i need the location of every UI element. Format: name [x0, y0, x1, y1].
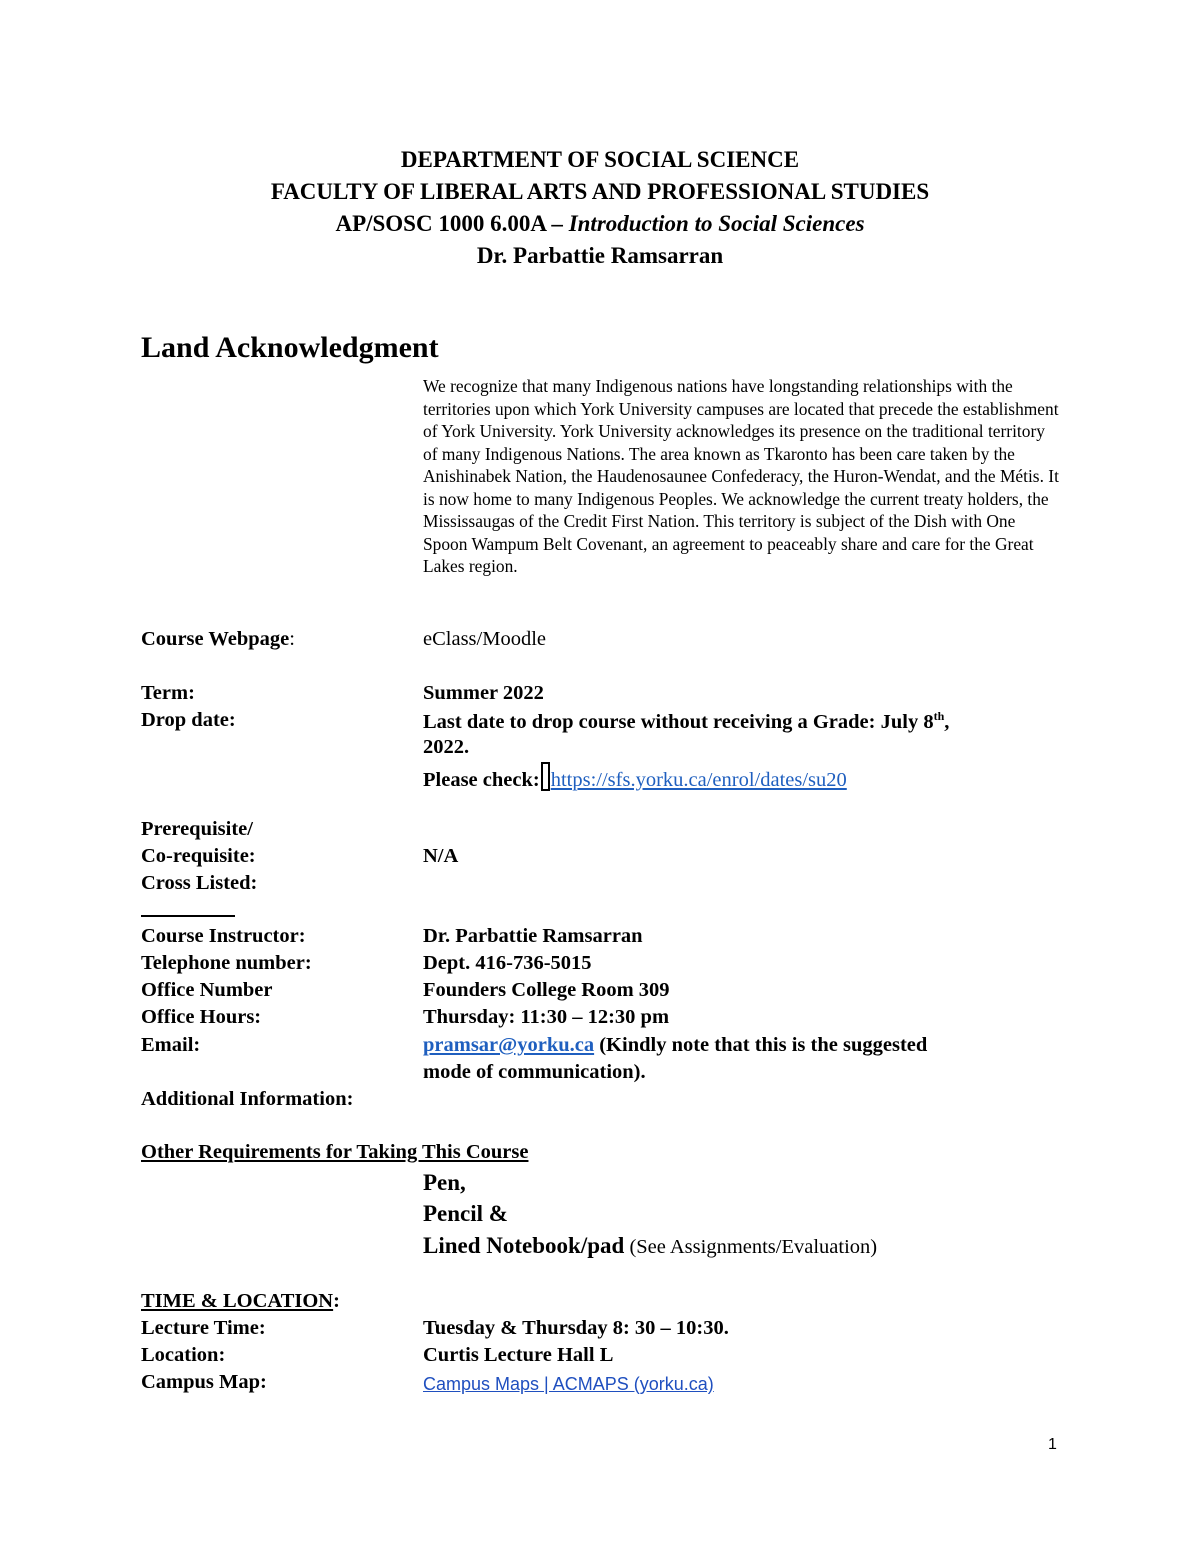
course-heading — [0, 208, 1200, 240]
requirements-heading: Other Requirements for Taking This Course — [141, 1141, 529, 1163]
cross-listed-label: Cross Listed: — [141, 872, 258, 894]
drop-date-label: Drop date: — [141, 709, 236, 731]
email-note-continued: mode of communication). — [423, 1061, 646, 1083]
office-number-label: Office Number — [141, 979, 273, 1001]
campus-map-value — [423, 1373, 714, 1396]
department-name: DEPARTMENT OF SOCIAL SCIENCE — [400, 147, 800, 172]
prerequisite-label: Prerequisite/ — [141, 818, 253, 840]
location-value: Curtis Lecture Hall L — [423, 1344, 614, 1366]
land-acknowledgment-text: We recognize that many Indigenous nations have longstanding relationships with the territories upon which York University campuses are located that precede the establishment of York University. York University acknowledges its presence on the traditional territory of many Indigenous Nations. The area known as Tkaronto has been care taken by the Anishinabek Nation, the Haudenosaunee Confederacy, the Huron-Wendat, and the Métis. It is now home to many Indigenous Peoples. We acknowledge the current treaty holders, the Mississaugas of the Credit First Nation. This territory is subject of the Dish with One Spoon Wampum Belt Covenant, an agreement to peaceably share and care for the Great Lakes region. — [423, 376, 1059, 576]
location-label: Location: — [141, 1344, 226, 1366]
divider-line — [141, 915, 235, 917]
lecture-time-label: Lecture Time: — [141, 1317, 266, 1339]
term-value: Summer 2022 — [423, 682, 544, 704]
header-instructor: Dr. Parbattie Ramsarran — [476, 243, 724, 268]
requirement-pen: Pen, — [423, 1170, 466, 1195]
document-header — [0, 144, 1200, 272]
telephone-value: Dept. 416-736-5015 — [423, 952, 592, 974]
lecture-time-value: Tuesday & Thursday 8: 30 – 10:30. — [423, 1317, 729, 1339]
office-hours-label: Office Hours: — [141, 1006, 262, 1028]
course-webpage-label: Course Webpage: — [141, 628, 295, 650]
instructor-value: Dr. Parbattie Ramsarran — [423, 925, 643, 947]
telephone-label: Telephone number: — [141, 952, 312, 974]
corequisite-label: Co-requisite: — [141, 845, 256, 867]
instructor-label: Course Instructor: — [141, 925, 306, 947]
office-number-value: Founders College Room 309 — [423, 979, 670, 1001]
campus-map-label: Campus Map: — [141, 1371, 267, 1393]
page-number: 1 — [1048, 1436, 1057, 1453]
prerequisite-value: N/A — [423, 845, 459, 867]
course-code: AP/SOSC 1000 6.00A – — [335, 211, 563, 236]
email-value: pramsar@yorku.ca (Kindly note that this is the suggested — [423, 1034, 928, 1056]
drop-check-line: Please check: https://sfs.yorku.ca/enrol/dates/su20 — [423, 762, 847, 792]
course-webpage-value: eClass/Moodle — [423, 628, 546, 650]
office-hours-value: Thursday: 11:30 – 12:30 pm — [423, 1006, 670, 1028]
email-link[interactable]: pramsar@yorku.ca — [423, 1034, 595, 1056]
drop-date-value: Last date to drop course without receiving a Grade: July 8th, — [423, 709, 950, 733]
drop-date-year: 2022. — [423, 736, 470, 758]
time-location-heading: TIME & LOCATION: — [141, 1290, 340, 1312]
drop-dates-link[interactable]: https://sfs.yorku.ca/enrol/dates/su20 — [550, 769, 847, 791]
land-acknowledgment-title: Land Acknowledgment — [141, 331, 439, 364]
faculty-name: FACULTY OF LIBERAL ARTS AND PROFESSIONAL STUDIES — [270, 179, 930, 204]
campus-map-link[interactable]: Campus Maps | ACMAPS (yorku.ca) — [423, 1374, 714, 1394]
text-cursor — [541, 762, 550, 791]
course-title: Introduction to Social Sciences — [568, 211, 865, 236]
additional-info-label: Additional Information: — [141, 1088, 354, 1110]
term-label: Term: — [141, 682, 195, 704]
requirement-notebook: Lined Notebook/pad (See Assignments/Evaluation) — [423, 1233, 878, 1258]
email-label: Email: — [141, 1034, 201, 1056]
requirement-pencil: Pencil & — [423, 1201, 508, 1226]
